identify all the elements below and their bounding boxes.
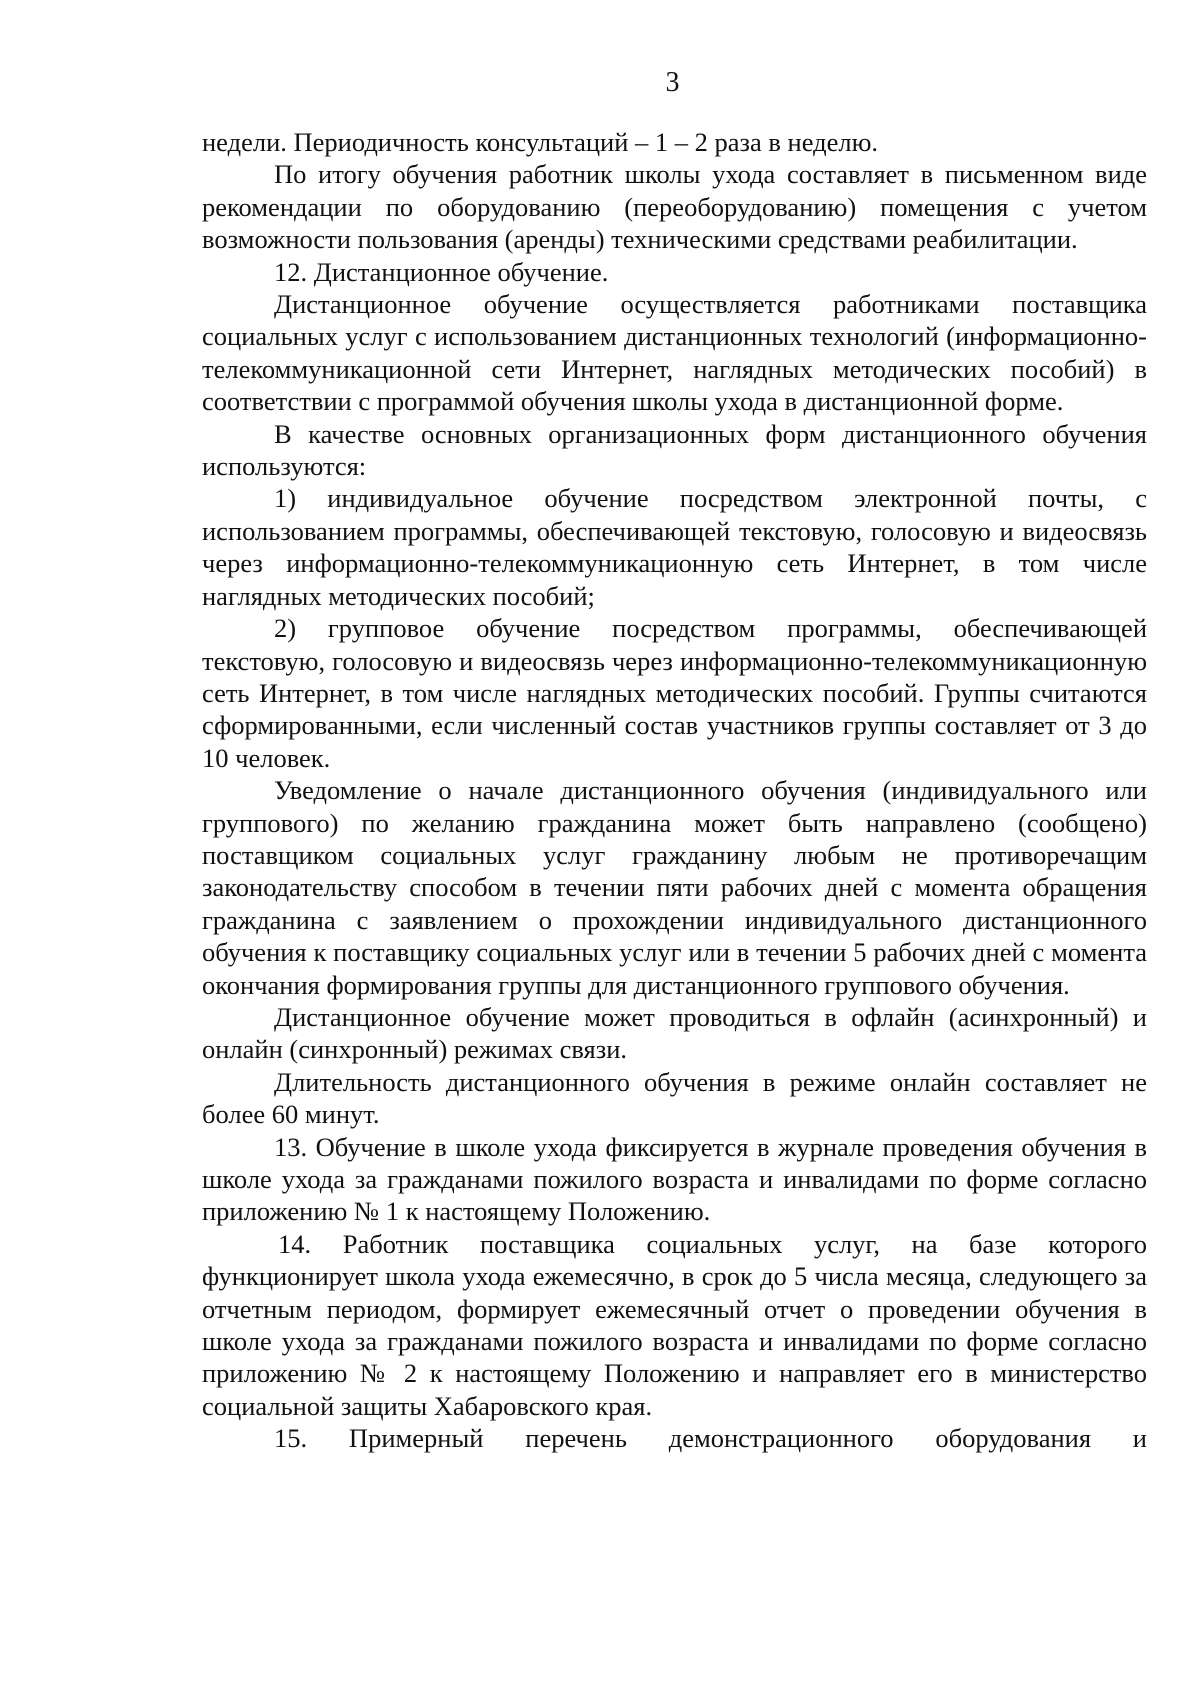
paragraph-distance-learning: Дистанционное обучение осуществляется работниками поставщика социальных услуг с использованием дистанционных технологий (информационно-телекоммуникационной сети Интернет, наглядных методических пособий) в соответствии с программой обучения школы ухода в дистанционной форме. — [202, 289, 1147, 417]
section-heading-12: 12. Дистанционное обучение. — [274, 256, 609, 287]
paragraph-duration: Длительность дистанционного обучения в режиме онлайн составляет не более 60 минут. — [202, 1066, 1147, 1130]
list-item-individual: 1) индивидуальное обучение посредством электронной почты, с использованием программы, обеспечивающей текстовую, голосовую и видеосвязь через информационно-телекоммуникационную сеть Интернет, в том числе наглядных методических пособий; — [202, 483, 1147, 611]
section-14: 14. Работник поставщика социальных услуг, на базе которого функционирует школа ухода ежемесячно, в срок до 5 числа месяца, следующего за отчетным периодом, формирует ежемесячный отчет о проведении обучения в школе ухода за гражданами пожилого возраста и инвалидами по форме согласно приложению № 2 к настоящему Положению и направляет его в министерство социальной защиты Хабаровского края. — [202, 1228, 1147, 1421]
document-body — [202, 126, 1147, 1455]
paragraph-recommendations: По итогу обучения работник школы ухода составляет в письменном виде рекомендации по оборудованию (переоборудованию) помещения с учетом возможности пользования (аренды) техническими средствами реабилитации. — [202, 159, 1147, 255]
paragraph-forms-intro: В качестве основных организационных форм дистанционного обучения используются: — [202, 418, 1147, 482]
page-number: 3 — [665, 67, 680, 98]
paragraph-notification: Уведомление о начале дистанционного обучения (индивидуального или группового) по желанию гражданина может быть направлено (сообщено) поставщиком социальных услуг гражданину любым не противоречащим законодательству способом в течении пяти рабочих дней с момента обращения гражданина с заявлением о прохождении индивидуального дистанционного обучения к поставщику социальных услуг или в течении 5 рабочих дней с момента окончания формирования группы для дистанционного группового обучения. — [202, 775, 1147, 1000]
section-15: 15. Примерный перечень демонстрационного оборудования и — [274, 1423, 1147, 1454]
section-13: 13. Обучение в школе ухода фиксируется в журнале проведения обучения в школе ухода за гражданами пожилого возраста и инвалидами по форме согласно приложению № 1 к настоящему Положению. — [202, 1131, 1147, 1227]
list-item-group: 2) групповое обучение посредством программы, обеспечивающей текстовую, голосовую и видеосвязь через информационно-телекоммуникационную сеть Интернет, в том числе наглядных методических пособий. Группы считаются сформированными, если численный состав участников группы составляет от 3 до 10 человек. — [202, 613, 1147, 773]
paragraph-modes: Дистанционное обучение может проводиться в офлайн (асинхронный) и онлайн (синхронный) режимах связи. — [202, 1001, 1147, 1065]
paragraph-continuation: недели. Периодичность консультаций – 1 – 2 раза в неделю. — [202, 127, 879, 157]
